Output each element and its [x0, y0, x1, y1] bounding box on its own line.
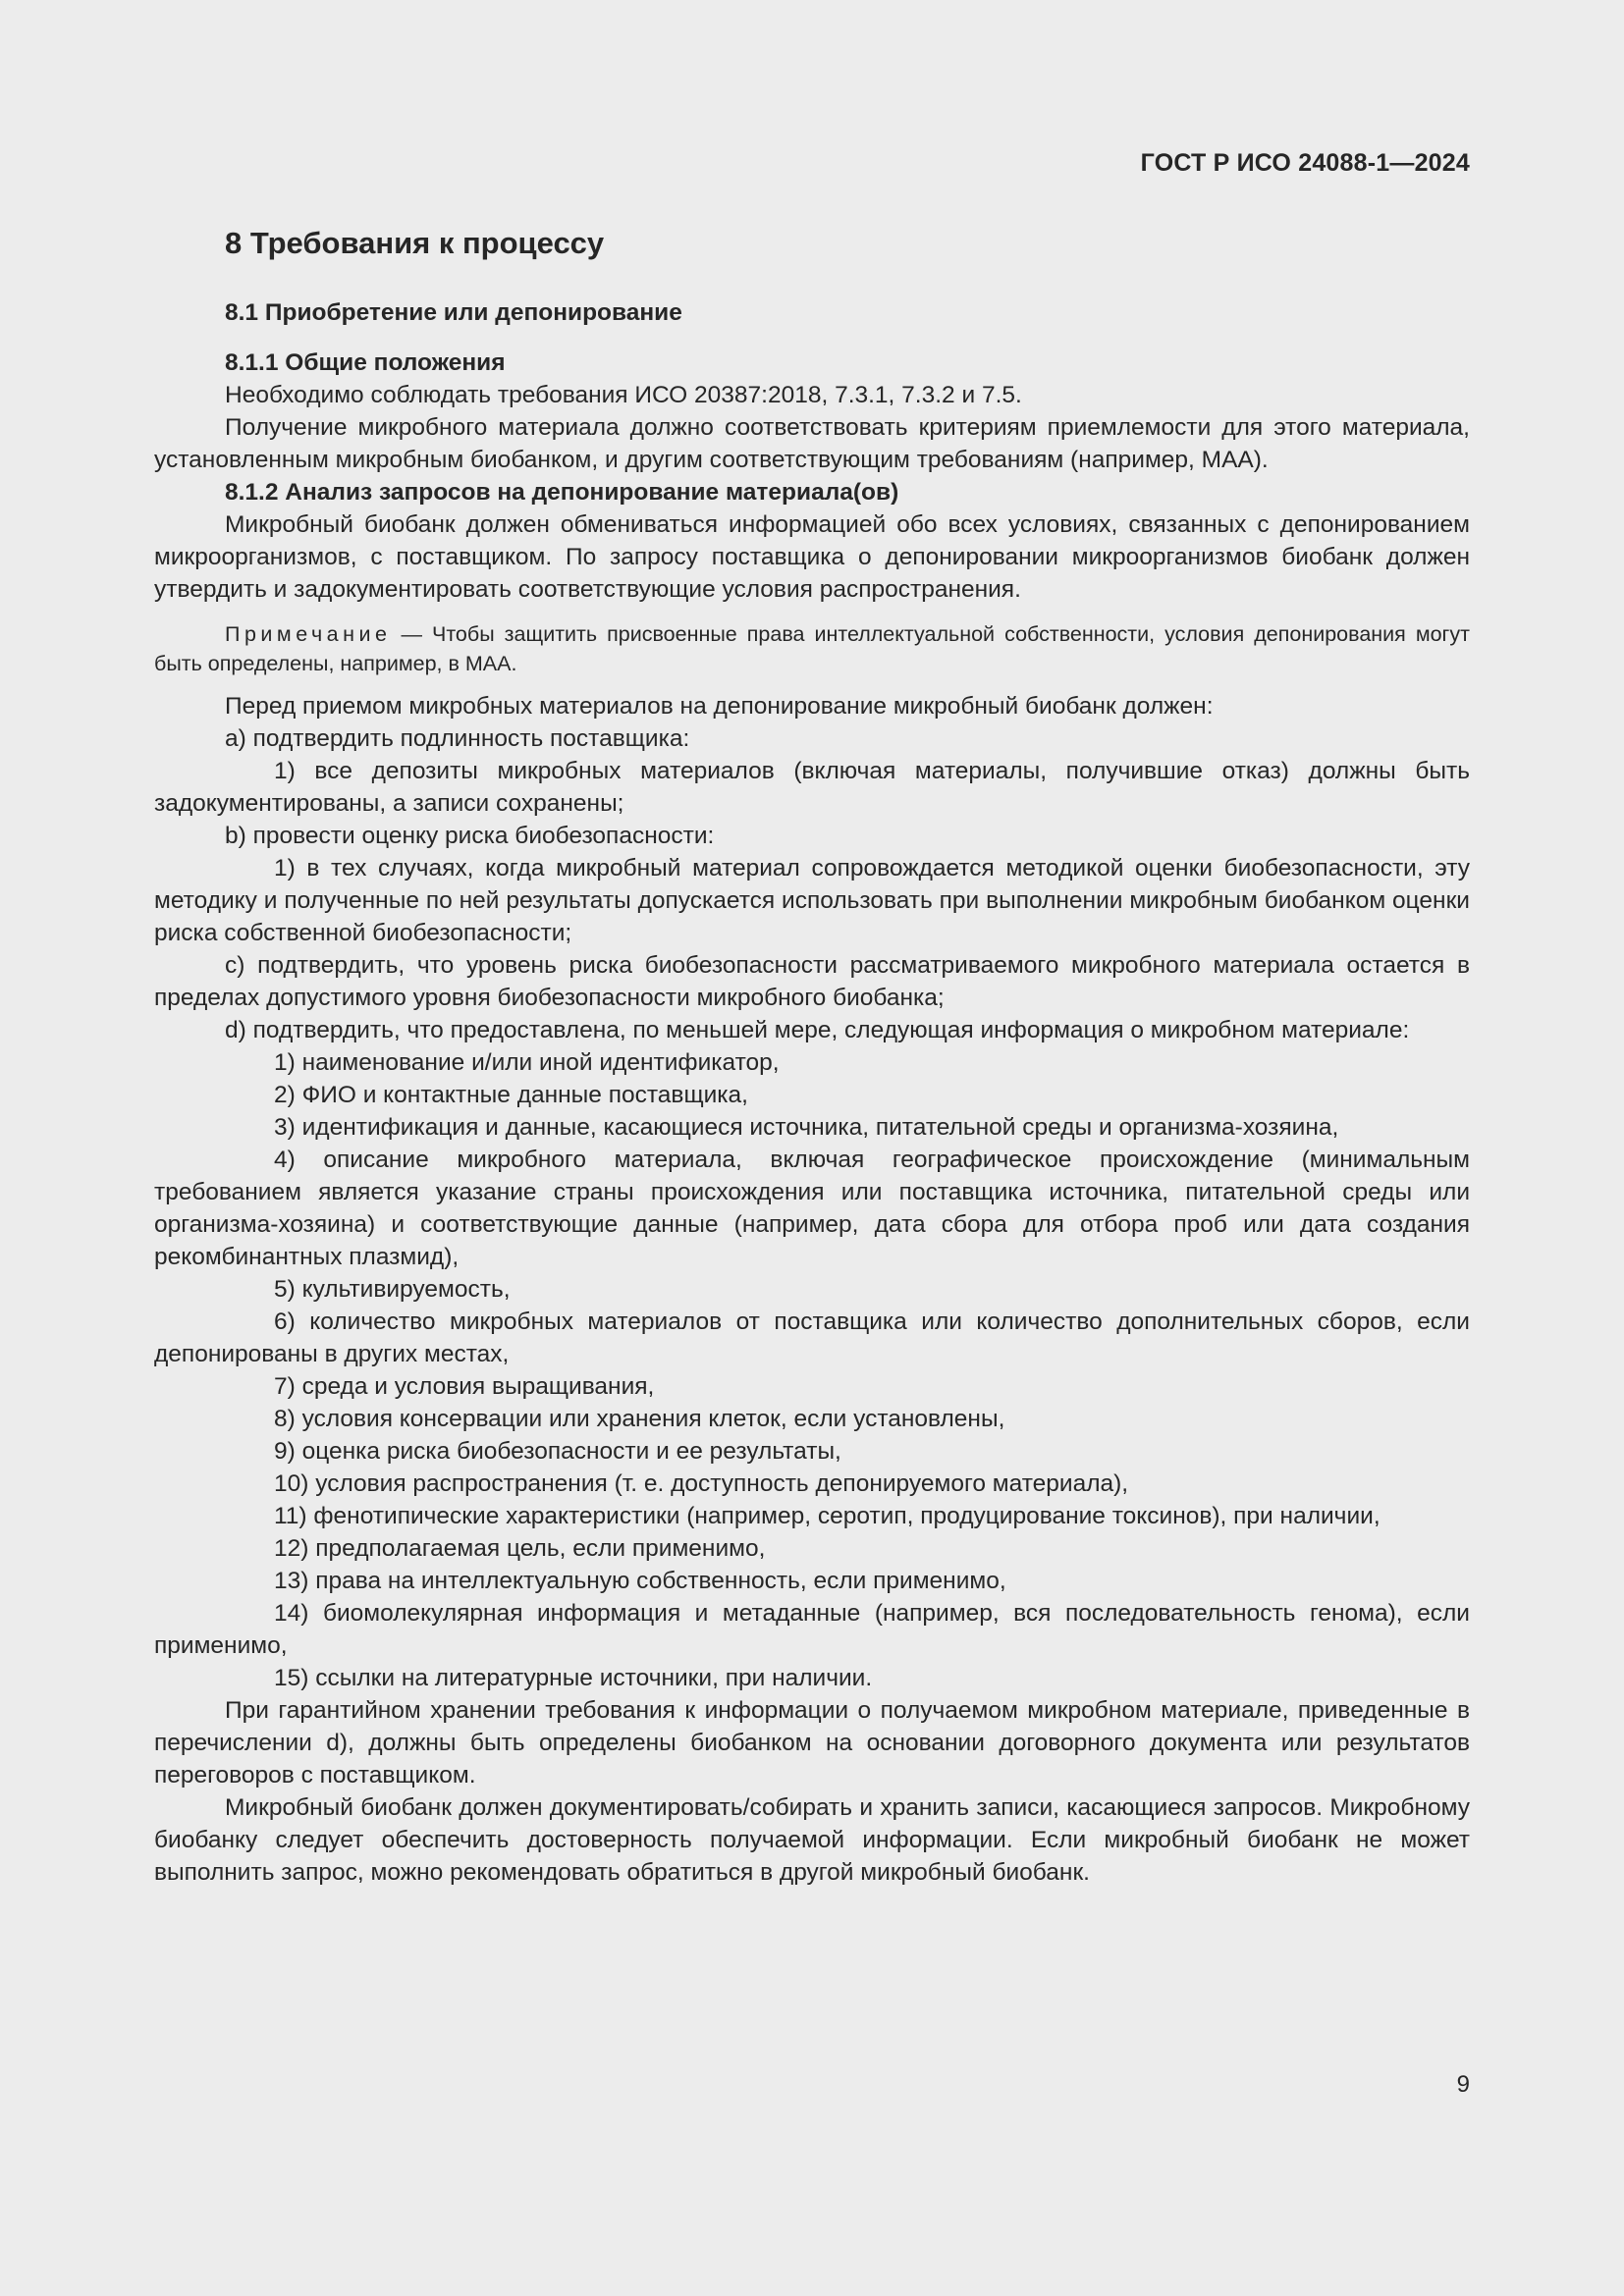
- list-subitem: 5) культивируемость,: [274, 1276, 511, 1303]
- list-subitem: 3) идентификация и данные, касающиеся источника, питательной среды и организма-хозяина,: [274, 1114, 1339, 1141]
- list-subitem: 1) все депозиты микробных материалов (включая материалы, получившие отказ) должны быть задокументированы, а записи сохранены;: [154, 758, 1470, 817]
- list-subitem: 1) в тех случаях, когда микробный материал сопровождается методикой оценки биобезопасности, эту методику и полученные по ней результаты допускается использовать при выполнении микробным биобанком оценки риска собственной биобезопасности;: [154, 855, 1470, 946]
- list-item-a: а) подтвердить подлинность поставщика:: [225, 725, 690, 752]
- list-subitem: 12) предполагаемая цель, если применимо,: [274, 1535, 766, 1562]
- paragraph: Необходимо соблюдать требования ИСО 20387:2018, 7.3.1, 7.3.2 и 7.5.: [225, 382, 1022, 408]
- list-subitem: 6) количество микробных материалов от поставщика или количество дополнительных сборов, если депонированы в других местах,: [154, 1308, 1470, 1367]
- subsection-title-8-1: 8.1 Приобретение или депонирование: [225, 299, 682, 326]
- paragraph: Микробный биобанк должен обмениваться информацией обо всех условиях, связанных с депонированием микроорганизмов, с поставщиком. По запросу поставщика о депонировании микроорганизмов биобанк должен утвердить и задокументировать соответствующие условия распространения.: [154, 511, 1470, 603]
- list-subitem: 13) права на интеллектуальную собственность, если применимо,: [274, 1568, 1006, 1594]
- list-subitem: 9) оценка риска биобезопасности и ее результаты,: [274, 1438, 841, 1465]
- paragraph: Получение микробного материала должно соответствовать критериям приемлемости для этого материала, установленным микробным биобанком, и другим соответствующим требованиям (например, МАА).: [154, 414, 1470, 473]
- list-subitem: 14) биомолекулярная информация и метаданные (например, вся последовательность генома), если применимо,: [154, 1600, 1470, 1659]
- list-subitem: 7) среда и условия выращивания,: [274, 1373, 655, 1400]
- note-label: Примечание: [225, 622, 392, 646]
- paragraph: Микробный биобанк должен документировать/собирать и хранить записи, касающиеся запросов. Микробному биобанку следует обеспечить достоверность получаемой информации. Если микробный биобанк не может выполнить запрос, можно рекомендовать обратиться в другой микробный биобанк.: [154, 1794, 1470, 1886]
- list-subitem: 1) наименование и/или иной идентификатор,: [274, 1049, 780, 1076]
- list-subitem: 10) условия распространения (т. е. доступность депонируемого материала),: [274, 1470, 1129, 1497]
- subsection-title-8-1-1: 8.1.1 Общие положения: [225, 349, 506, 376]
- page-content: [154, 218, 1470, 1889]
- list-item-d: d) подтвердить, что предоставлена, по меньшей мере, следующая информация о микробном материале:: [225, 1017, 1410, 1043]
- list-subitem: 4) описание микробного материала, включая географическое происхождение (минимальным требованием является указание страны происхождения или поставщика источника, питательной среды или организма-хозяина) и соответствующие данные (например, дата сбора для отбора проб или дата создания рекомбинантных плазмид),: [154, 1147, 1470, 1270]
- list-item-b: b) провести оценку риска биобезопасности:: [225, 823, 715, 849]
- document-code-header: ГОСТ Р ИСО 24088-1—2024: [1140, 149, 1470, 177]
- list-subitem: 15) ссылки на литературные источники, при наличии.: [274, 1665, 873, 1691]
- paragraph: При гарантийном хранении требования к информации о получаемом микробном материале, приведенные в перечислении d), должны быть определены биобанком на основании договорного документа или результатов переговоров с поставщиком.: [154, 1697, 1470, 1789]
- section-title: 8 Требования к процессу: [225, 226, 605, 260]
- paragraph: Перед приемом микробных материалов на депонирование микробный биобанк должен:: [225, 693, 1214, 720]
- list-subitem: 2) ФИО и контактные данные поставщика,: [274, 1082, 748, 1108]
- list-subitem: 11) фенотипические характеристики (например, серотип, продуцирование токсинов), при наличии,: [274, 1503, 1380, 1529]
- page-number: 9: [1456, 2071, 1470, 2098]
- list-subitem: 8) условия консервации или хранения клеток, если установлены,: [274, 1406, 1005, 1432]
- subsection-title-8-1-2: 8.1.2 Анализ запросов на депонирование материала(ов): [225, 479, 899, 506]
- list-item-c: c) подтвердить, что уровень риска биобезопасности рассматриваемого микробного материала остается в пределах допустимого уровня биобезопасности микробного биобанка;: [154, 952, 1470, 1011]
- note-text: — Чтобы защитить присвоенные права интеллектуальной собственности, условия депонирования могут быть определены, например, в МАА.: [154, 622, 1470, 675]
- note: [154, 619, 1470, 678]
